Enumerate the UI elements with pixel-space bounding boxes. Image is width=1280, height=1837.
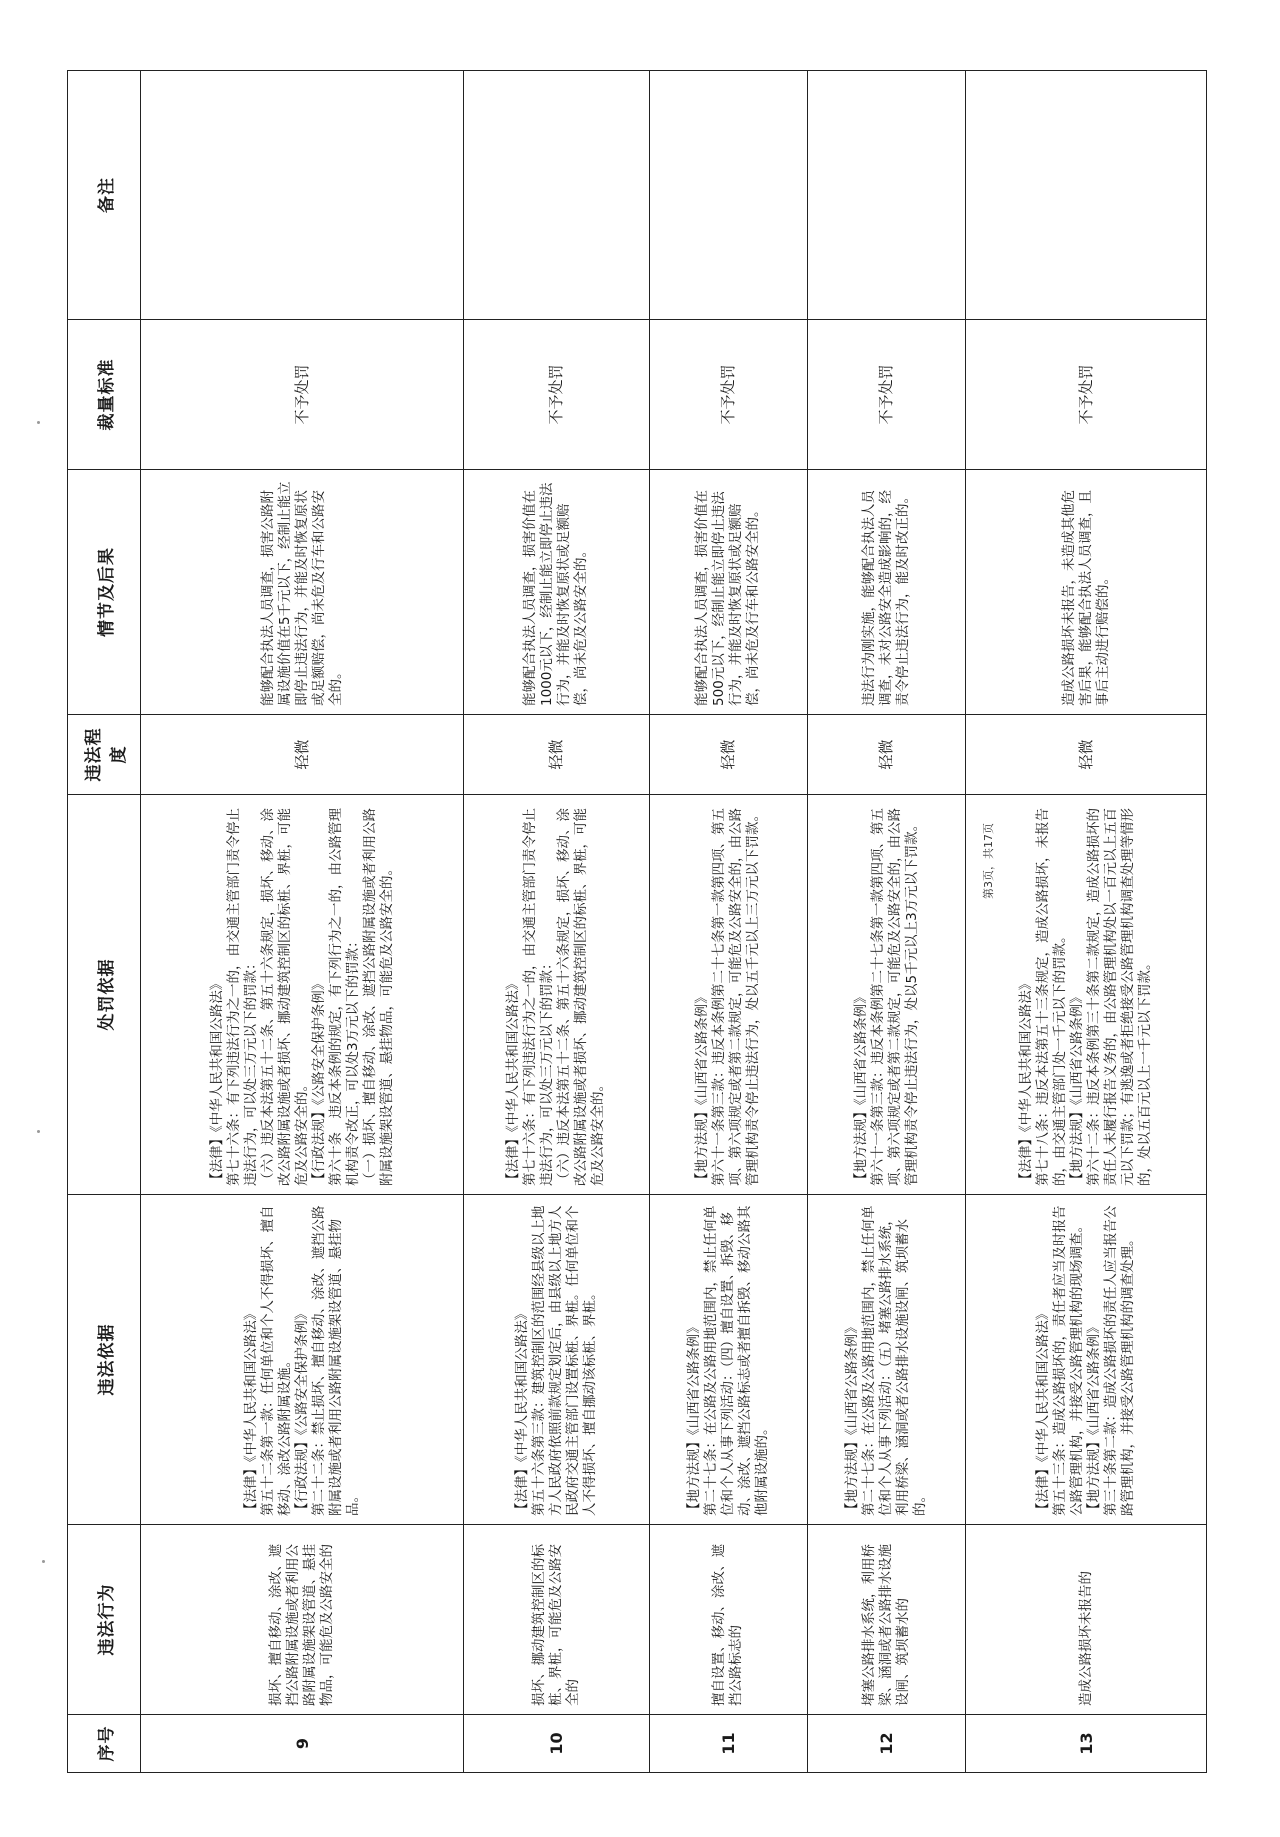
- table-row: [966, 71, 1207, 1773]
- penalty-line: 【法律】《中华人民共和国公路法》: [1018, 976, 1035, 1186]
- row-act: 损坏、挪动建筑控制区的标桩、界桩，可能危及公路安全的: [464, 1525, 650, 1715]
- row-basis: [141, 1195, 464, 1525]
- header-act: 违法行为: [68, 1525, 141, 1715]
- table-row: [141, 71, 464, 1773]
- scan-speck: [37, 421, 40, 424]
- row-basis: [649, 1195, 807, 1525]
- row-seq: 10: [464, 1715, 650, 1773]
- row-circumstances: 能够配合执法人员调查，损害价值在1000元以下，经制止能立即停止违法行为，并能及时恢复原状或足额赔偿，尚未危及公路安全的。: [464, 470, 650, 715]
- row-penalty: [141, 795, 464, 1195]
- table-row: [808, 71, 966, 1773]
- penalty-line: 【行政法规】《公路安全保护条例》: [310, 976, 327, 1186]
- row-standard: 不予处罚: [141, 320, 464, 470]
- basis-line: 第二十七条：在公路及公路用地范围内，禁止任何单位和个人从事下列活动：（四）擅自设置、拆毁、移动、涂改、遮挡公路标志或者擅自拆毁、移动公路其他附属设施的。: [702, 1205, 770, 1516]
- table-row: [649, 71, 807, 1773]
- row-standard: 不予处罚: [966, 320, 1207, 470]
- row-degree: 轻微: [141, 715, 464, 795]
- basis-line: 第三十条第二款：造成公路损坏的责任人应当报告公路管理机构，并接受公路管理机构的调查处理。: [1103, 1205, 1137, 1516]
- header-circumstances: 情节及后果: [68, 470, 141, 715]
- penalty-line: （一）损坏、擅自移动、涂改、遮挡公路附属设施或者利用公路附属设施架设管道、悬挂物品，可能危及公路安全的。: [361, 808, 395, 1186]
- row-degree: 轻微: [966, 715, 1207, 795]
- penalty-line: 【地方法规】《山西省公路条例》: [852, 990, 869, 1186]
- basis-line: 第二十七条：在公路及公路用地范围内，禁止任何单位和个人从事下列活动：（五）堵塞公路排水系统，利用桥梁、涵洞或者公路排水设施设闸、筑坝蓄水的。: [861, 1205, 929, 1516]
- row-standard: 不予处罚: [464, 320, 650, 470]
- table-row: [464, 71, 650, 1773]
- row-seq: 12: [808, 1715, 966, 1773]
- penalty-line: 第六十一条第三款：违反本条例第二十七条第一款第四项、第五项、第六项规定或者第二款规定，可能危及公路安全的，由公路管理机构责令停止违法行为，处以五千元以上三万元以下罚款。: [711, 808, 762, 1186]
- row-degree: 轻微: [464, 715, 650, 795]
- page-footer: 第3页，共17页: [982, 823, 995, 899]
- basis-line: 第五十三条：造成公路损坏的，责任者应当及时报告公路管理机构，并接受公路管理机构的现场调查。: [1052, 1205, 1086, 1516]
- row-penalty: [464, 795, 650, 1195]
- row-act: 造成公路损坏未报告的: [966, 1525, 1207, 1715]
- table-header-row: [68, 71, 141, 1773]
- scan-speck: [42, 1560, 45, 1563]
- basis-line: 第五十二条第一款：任何单位和个人不得损坏、擅自移动、涂改公路附属设施。: [259, 1205, 293, 1516]
- header-basis: 违法依据: [68, 1195, 141, 1525]
- penalty-line: （六）违反本法第五十二条、第五十六条规定，损坏、移动、涂改公路附属设施或者损坏、挪动建筑控制区的标桩、界桩，可能危及公路安全的。: [259, 808, 310, 1186]
- row-penalty: [808, 795, 966, 1195]
- basis-line: 【行政法规】《公路安全保护条例》: [293, 1306, 310, 1516]
- penalty-line: 第七十六条：有下列违法行为之一的，由交通主管部门责令停止违法行为，可以处三万元以下的罚款：: [225, 808, 259, 1186]
- basis-line: 【法律】《中华人民共和国公路法》: [242, 1306, 259, 1516]
- row-seq: 13: [966, 1715, 1207, 1773]
- rotated-table-wrapper: [67, 71, 1207, 1773]
- basis-line: 【地方法规】《山西省公路条例》: [1086, 1320, 1103, 1516]
- row-basis: [464, 1195, 650, 1525]
- scan-speck: [37, 1130, 40, 1133]
- row-note: [808, 71, 966, 320]
- basis-line: 【地方法规】《山西省公路条例》: [685, 1320, 702, 1516]
- row-note: [141, 71, 464, 320]
- row-act: 堵塞公路排水系统，利用桥梁、涵洞或者公路排水设施设闸、筑坝蓄水的: [808, 1525, 966, 1715]
- header-seq: 序号: [68, 1715, 141, 1773]
- header-penalty: 处罚依据: [68, 795, 141, 1195]
- basis-line: 【法律】《中华人民共和国公路法》: [1035, 1306, 1052, 1516]
- basis-line: 【地方法规】《山西省公路条例》: [844, 1320, 861, 1516]
- basis-line: 第二十二条：禁止损坏、擅自移动、涂改、遮挡公路附属设施或者利用公路附属设施架设管道、悬挂物品。: [310, 1205, 361, 1516]
- row-seq: 9: [141, 1715, 464, 1773]
- basis-line: 第五十六条第三款：建筑控制区的范围经县级以上地方人民政府依照前款规定划定后，由县级以上地方人民政府交通主管部门设置标桩、界桩。任何单位和个人不得损坏、擅自挪动该标桩、界桩。: [530, 1205, 598, 1516]
- row-standard: 不予处罚: [649, 320, 807, 470]
- header-note: 备注: [68, 71, 141, 320]
- row-circumstances: 能够配合执法人员调查，损害公路附属设施价值在5千元以下，经制止能立即停止违法行为，并能及时恢复原状或足额赔偿，尚未危及行车和公路安全的。: [141, 470, 464, 715]
- penalty-line: 【法律】《中华人民共和国公路法》: [208, 976, 225, 1186]
- row-circumstances: 能够配合执法人员调查，损害价值在500元以下，经制止能立即停止违法行为，并能及时恢复原状或足额赔偿，尚未危及行车和公路安全的。: [649, 470, 807, 715]
- row-note: [649, 71, 807, 320]
- row-basis: [966, 1195, 1207, 1525]
- penalty-line: 【地方法规】《山西省公路条例》: [1069, 990, 1086, 1186]
- row-degree: 轻微: [808, 715, 966, 795]
- penalty-line: 第六十二条：违反本条例第三十条第二款规定，造成公路损坏的责任人未履行报告义务的，由公路管理机构处以一百元以上五百元以下罚款；有逃逸或者拒绝接受公路管理机构调查处理等情形的，处以五百元以上一千元以下罚款。: [1086, 808, 1154, 1186]
- header-standard: 裁量标准: [68, 320, 141, 470]
- penalty-line: （六）违反本法第五十二条、第五十六条规定，损坏、移动、涂改公路附属设施或者损坏、挪动建筑控制区的标桩、界桩，可能危及公路安全的。: [556, 808, 607, 1186]
- row-penalty: [649, 795, 807, 1195]
- row-note: [966, 71, 1207, 320]
- row-basis: [808, 1195, 966, 1525]
- row-seq: 11: [649, 1715, 807, 1773]
- penalty-table: [67, 70, 1207, 1773]
- row-circumstances: 违法行为刚实施，能够配合执法人员调查，未对公路安全造成影响的，经责令停止违法行为，能及时改正的。: [808, 470, 966, 715]
- row-act: 损坏、擅自移动、涂改、遮挡公路附属设施或者利用公路附属设施架设管道、悬挂物品，可能危及公路安全的: [141, 1525, 464, 1715]
- penalty-line: 第六十条 违反本条例的规定，有下列行为之一的，由公路管理机构责令改正，可以处3万元以下的罚款：: [327, 808, 361, 1186]
- row-note: [464, 71, 650, 320]
- row-penalty: [966, 795, 1207, 1195]
- penalty-line: 第七十八条：违反本法第五十三条规定，造成公路损坏，未报告的，由交通主管部门处一千元以下的罚款。: [1035, 808, 1069, 1186]
- penalty-line: 【地方法规】《山西省公路条例》: [694, 990, 711, 1186]
- penalty-line: 第六十一条第三款：违反本条例第二十七条第一款第四项、第五项、第六项规定或者第二款规定，可能危及公路安全的，由公路管理机构责令停止违法行为，处以5千元以上3万元以下罚款。: [869, 808, 920, 1186]
- header-degree: 违法程度: [68, 715, 141, 795]
- row-degree: 轻微: [649, 715, 807, 795]
- row-standard: 不予处罚: [808, 320, 966, 470]
- basis-line: 【法律】《中华人民共和国公路法》: [513, 1306, 530, 1516]
- penalty-line: 第七十六条：有下列违法行为之一的，由交通主管部门责令停止违法行为，可以处三万元以下的罚款：: [522, 808, 556, 1186]
- row-act: 擅自设置、移动、涂改、遮挡公路标志的: [649, 1525, 807, 1715]
- row-circumstances: 造成公路损坏未报告，未造成其他危害后果，能够配合执法人员调查，且事后主动进行赔偿的。: [966, 470, 1207, 715]
- penalty-line: 【法律】《中华人民共和国公路法》: [505, 976, 522, 1186]
